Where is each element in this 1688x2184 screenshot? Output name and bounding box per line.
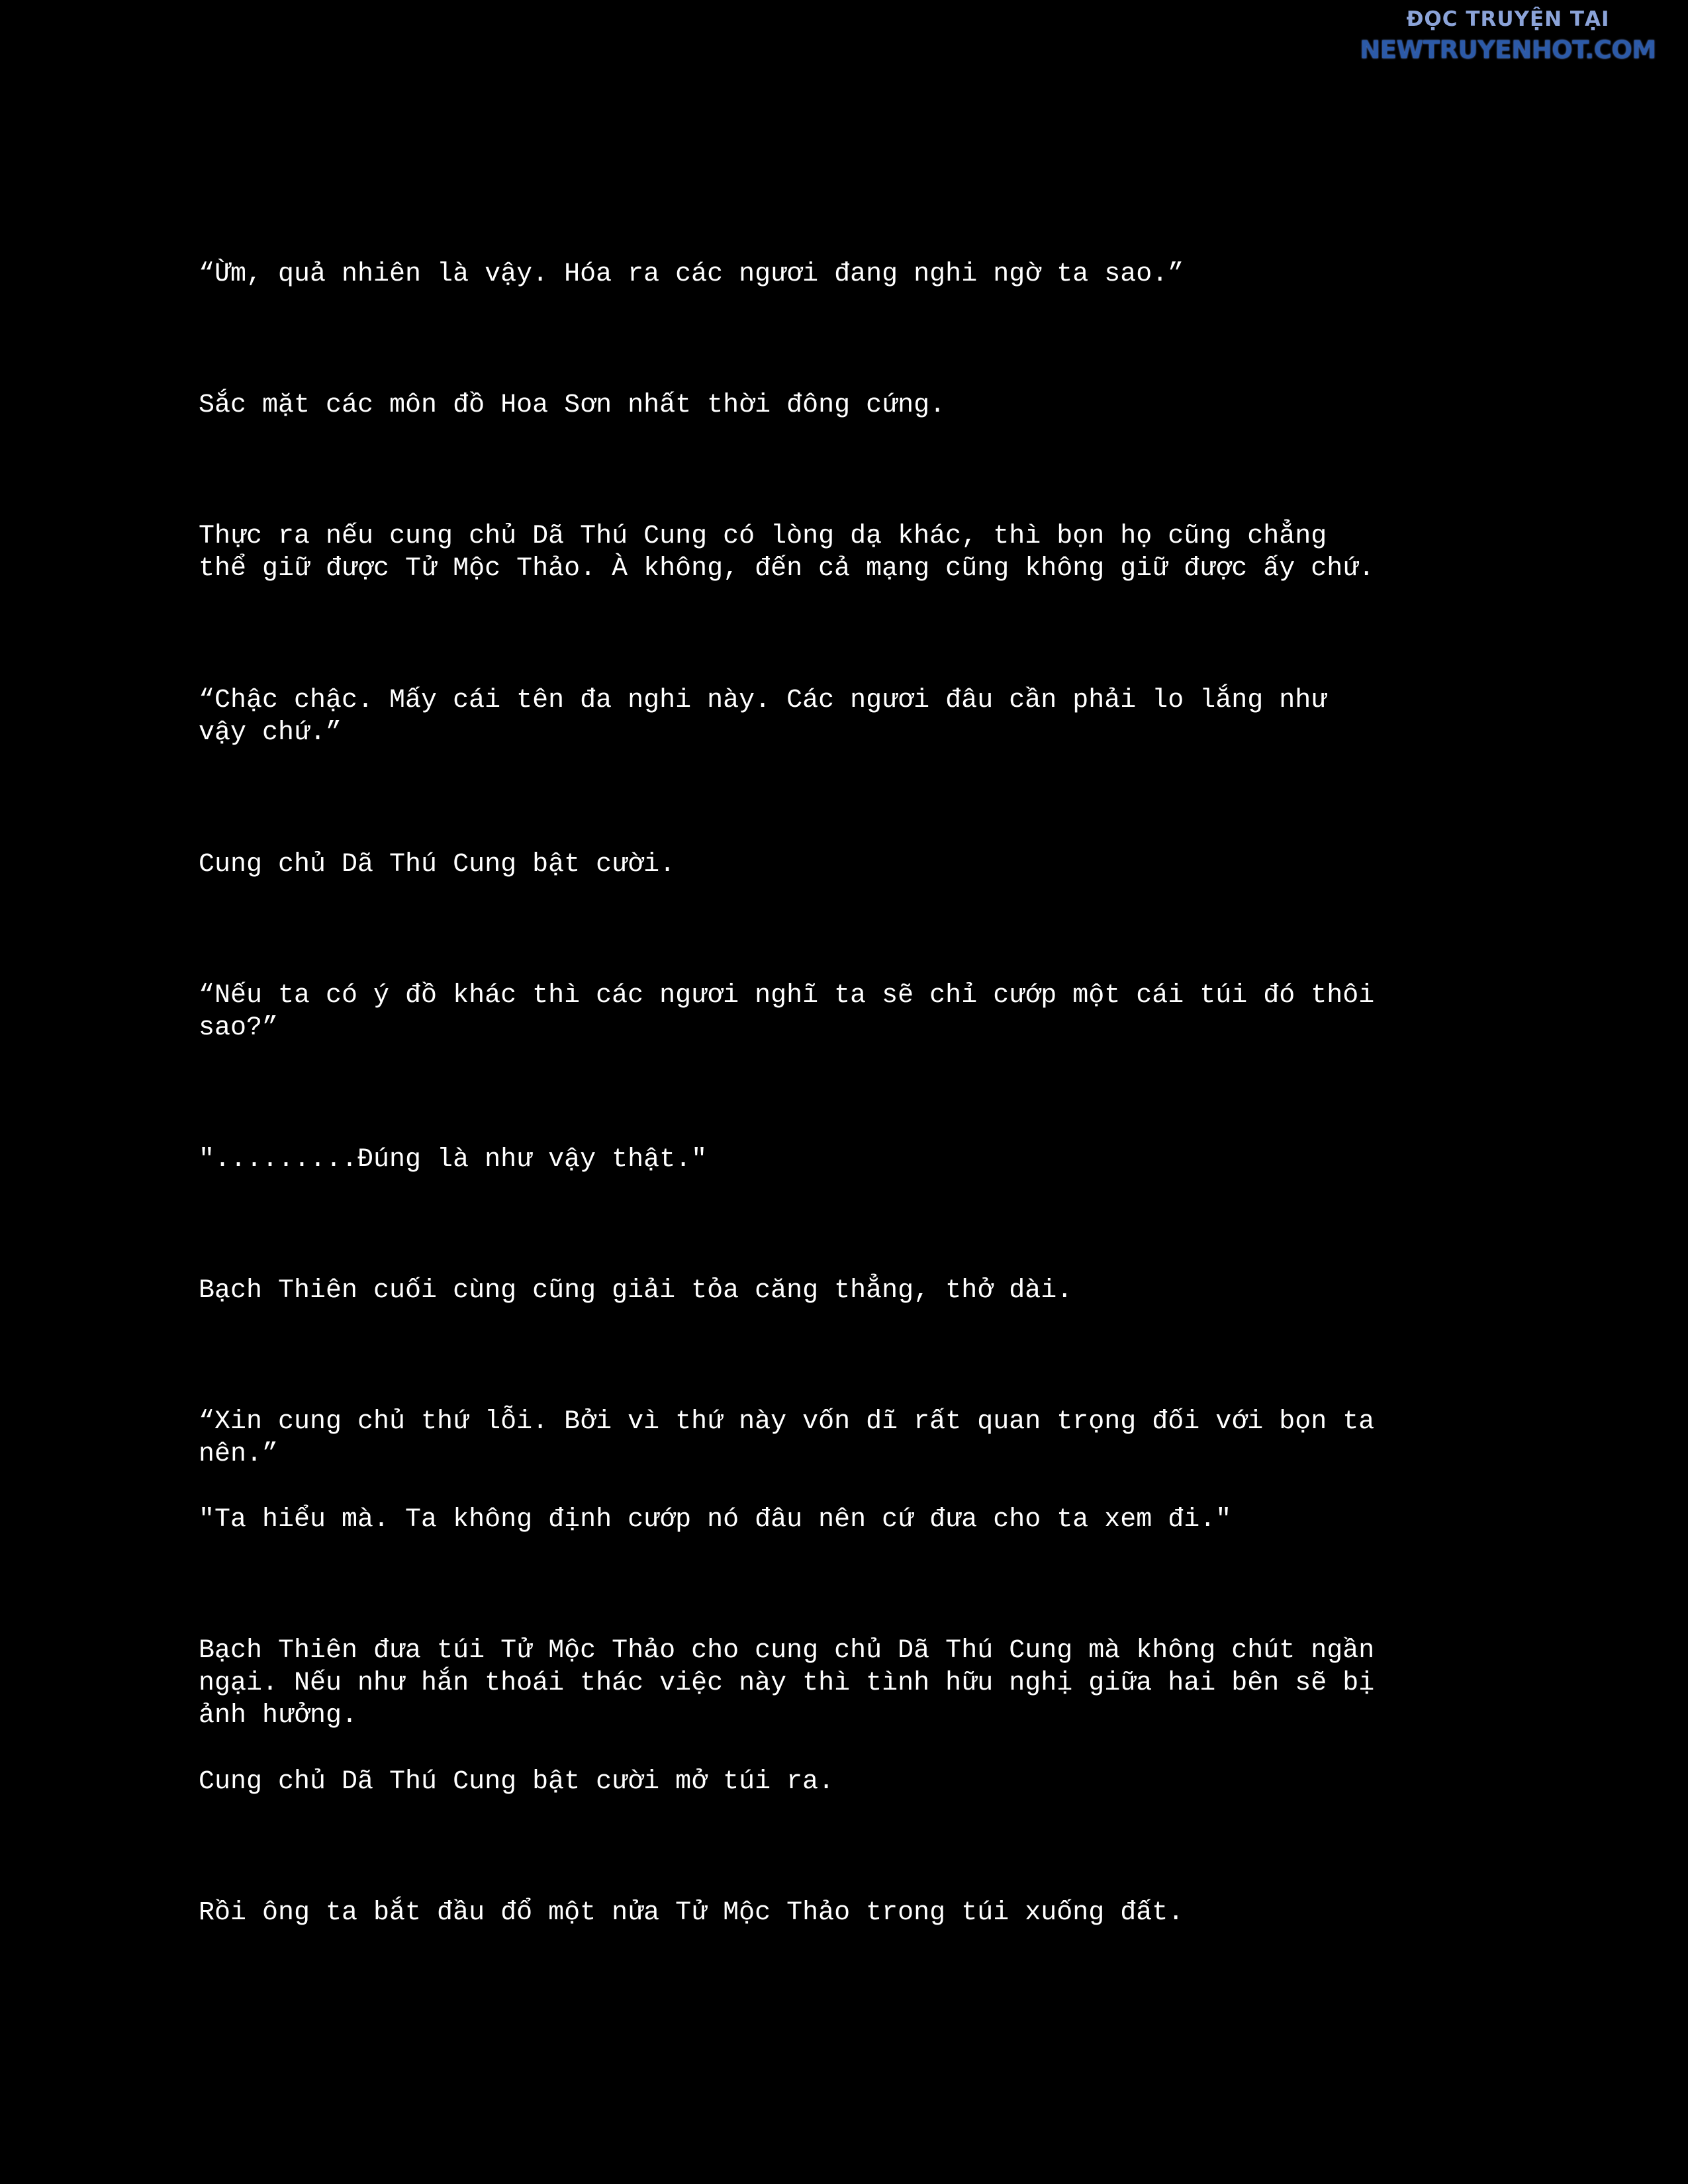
watermark-site-name: NEWTRUYENHOT.COM bbox=[1360, 36, 1656, 64]
paragraph: "Ta hiểu mà. Ta không định cướp nó đâu nên cứ đưa cho ta xem đi." bbox=[199, 1505, 1232, 1535]
paragraph: ".........Đúng là như vậy thật." bbox=[199, 1145, 708, 1175]
paragraph: Cung chủ Dã Thú Cung bật cười mở túi ra. bbox=[199, 1767, 835, 1797]
paragraph: “Xin cung chủ thứ lỗi. Bởi vì thứ này vốn dĩ rất quan trọng đối với bọn ta nên.” bbox=[199, 1407, 1375, 1469]
paragraph: Cung chủ Dã Thú Cung bật cười. bbox=[199, 850, 676, 880]
paragraph: Bạch Thiên cuối cùng cũng giải tỏa căng thẳng, thở dài. bbox=[199, 1276, 1073, 1306]
watermark-line1: ĐỌC TRUYỆN TẠI bbox=[1406, 7, 1610, 31]
paragraph: Thực ra nếu cung chủ Dã Thú Cung có lòng dạ khác, thì bọn họ cũng chẳng thể giữ được Tử Mộc Thảo. À không, đến cả mạng cũng không giữ được ấy chứ. bbox=[199, 522, 1375, 584]
site-watermark bbox=[1349, 9, 1667, 62]
paragraph: “Nếu ta có ý đồ khác thì các ngươi nghĩ ta sẽ chỉ cướp một cái túi đó thôi sao?” bbox=[199, 981, 1375, 1043]
paragraph: Bạch Thiên đưa túi Tử Mộc Thảo cho cung chủ Dã Thú Cung mà không chút ngần ngại. Nếu như hắn thoái thác việc này thì tình hữu nghị giữa hai bên sẽ bị ảnh hưởng. bbox=[199, 1636, 1375, 1731]
paragraph: “Ừm, quả nhiên là vậy. Hóa ra các ngươi đang nghi ngờ ta sao.” bbox=[199, 259, 1184, 289]
paragraph: Rồi ông ta bắt đầu đổ một nửa Tử Mộc Thảo trong túi xuống đất. bbox=[199, 1898, 1184, 1928]
paragraph: “Chậc chậc. Mấy cái tên đa nghi này. Các ngươi đâu cần phải lo lắng như vậy chứ.” bbox=[199, 686, 1327, 748]
paragraph: Sắc mặt các môn đồ Hoa Sơn nhất thời đông cứng. bbox=[199, 390, 946, 420]
